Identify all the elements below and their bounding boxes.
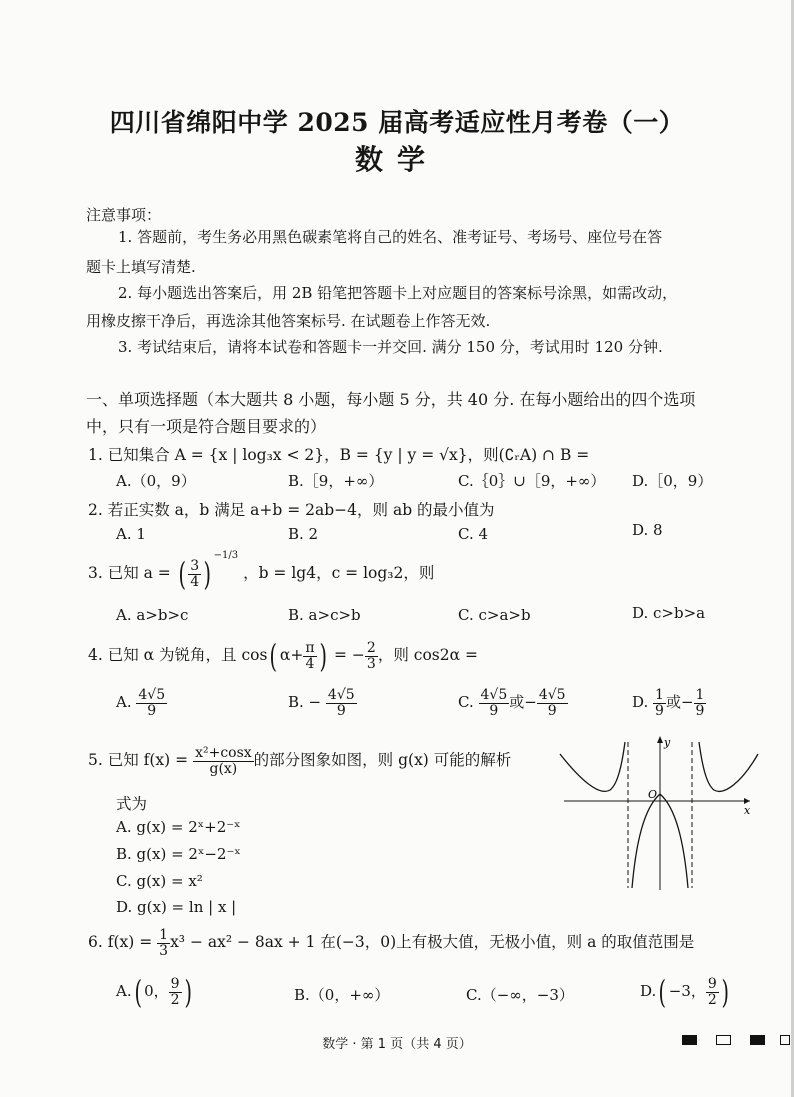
scan-mark-2	[716, 1035, 731, 1045]
scan-mark-3	[750, 1035, 765, 1045]
q3-option-d: D. c>b>a	[632, 604, 706, 622]
q2-option-b: B. 2	[288, 525, 319, 543]
notice-line-2b: 用橡皮擦干净后，再选涂其他答案标号. 在试题卷上作答无效.	[86, 312, 491, 330]
q2-option-a: A. 1	[116, 525, 146, 543]
q1-option-d: D.［0，9）	[632, 472, 713, 490]
y-axis-label: y	[664, 736, 671, 749]
q3-option-b: B. a>c>b	[288, 606, 361, 624]
left-branch	[560, 742, 625, 791]
q2-stem: 2. 若正实数 a，b 满足 a+b = 2ab−4，则 ab 的最小值为	[88, 501, 495, 519]
scan-mark-4	[780, 1035, 790, 1045]
q5-option-c: C. g(x) = x²	[116, 872, 203, 890]
q5-stem-line-2: 式为	[116, 795, 148, 813]
q1-option-c: C.｛0｝∪［9，+∞）	[458, 472, 606, 490]
notice-line-1a: 1. 答题前，考生务必用黑色碳素笔将自己的姓名、准考证号、考场号、座位号在答	[118, 228, 663, 246]
y-axis-arrow	[657, 736, 663, 743]
origin-label: O	[648, 788, 658, 801]
q3-option-c: C. c>a>b	[458, 606, 531, 624]
q6-option-c: C.（−∞，−3）	[466, 986, 574, 1004]
q5-stem: 5. 已知 f(x) = $\frac{\text{x²+cosx}}{g(x)}$ 的部分图象如图，则 g(x) 可能的解析	[88, 745, 512, 777]
right-branch	[699, 742, 758, 791]
q4-pi-fraction: $\frac{\pi}{4}$	[305, 639, 315, 672]
q3-stem: 3. 已知 a = ( $\frac{3}{4}$ ) $^{-1/3}$ ，b = lg4，c = log₃2，则	[88, 549, 435, 593]
q5-option-a: A. g(x) = 2ˣ+2⁻ˣ	[116, 818, 241, 836]
q6-option-b: B.（0，+∞）	[294, 986, 390, 1004]
exam-title: 四川省绵阳中学 2025 届高考适应性月考卷（一）	[109, 108, 685, 137]
q1-stem: 1. 已知集合 A = {x | log₃x < 2}，B = {y | y = √x}，则(∁ᵣA) ∩ B =	[88, 446, 590, 464]
notice-heading: 注意事项：	[86, 206, 162, 224]
q4-option-b: B. − $\frac{4√5}{9}$	[288, 687, 355, 719]
x-axis-label: x	[744, 804, 751, 817]
q5-fraction: $\frac{\text{x²+cosx}}{g(x)}$	[195, 745, 252, 777]
q6-option-a: A.( 0， $\frac{9}{2}$ )	[116, 973, 192, 1011]
q3-option-a: A. a>b>c	[116, 606, 189, 624]
q5-option-d: D. g(x) = ln | x |	[116, 898, 237, 916]
notice-line-3: 3. 考试结束后，请将本试卷和答题卡一并交回. 满分 150 分，考试用时 120 分钟.	[118, 338, 663, 356]
section-heading-line-2: 中，只有一项是符合题目要求的）	[86, 417, 327, 436]
q6-fraction: $\frac{1}{3}$	[159, 927, 169, 959]
q4-option-a: A. $\frac{4√5}{9}$	[116, 687, 166, 719]
q3-exponent: −1/3	[213, 549, 239, 561]
q5-option-b: B. g(x) = 2ˣ−2⁻ˣ	[116, 845, 241, 863]
q2-option-d: D. 8	[632, 521, 663, 539]
q2-option-c: C. 4	[458, 525, 489, 543]
section-heading-line-1: 一、单项选择题（本大题共 8 小题，每小题 5 分，共 40 分. 在每小题给出的四个选项	[86, 390, 696, 409]
scan-mark-1	[682, 1035, 697, 1045]
subject-title: 数学	[354, 143, 439, 176]
q4-rhs-fraction: $\frac{2}{3}$	[366, 639, 376, 672]
q4-stem: 4. 已知 α 为锐角，且 cos( α+ $\frac{\pi}{4}$ ) = − $\frac{2}{3}$ ，则 cos2α =	[88, 637, 478, 675]
q1-option-b: B.［9，+∞）	[288, 472, 384, 490]
q1-option-a: A.（0，9）	[116, 472, 196, 490]
page-footer: 数学 · 第 1 页（共 4 页）	[322, 1037, 472, 1052]
notice-line-1b: 题卡上填写清楚.	[86, 258, 196, 276]
q4-option-d: D. $\frac{1}{9}$ 或− $\frac{1}{9}$	[632, 687, 705, 719]
q6-option-d: D.( −3， $\frac{9}{2}$ )	[640, 973, 729, 1011]
q5-function-graph	[552, 732, 762, 892]
q3-base-fraction: $\frac{3}{4}$	[190, 557, 200, 590]
q6-stem: 6. f(x) = $\frac{1}{3}$ x³ − ax² − 8ax + 1 在(−3，0)上有极大值，无极小值，则 a 的取值范围是	[88, 927, 695, 959]
q3-prefix: 3. 已知 a =	[88, 564, 171, 582]
notice-line-2a: 2. 每小题选出答案后，用 2B 铅笔把答题卡上对应题目的答案标号涂黑，如需改动，	[118, 284, 678, 302]
q4-option-c: C. $\frac{4√5}{9}$ 或− $\frac{4√5}{9}$	[458, 687, 566, 719]
q3-suffix: ，b = lg4，c = log₃2，则	[243, 564, 435, 582]
